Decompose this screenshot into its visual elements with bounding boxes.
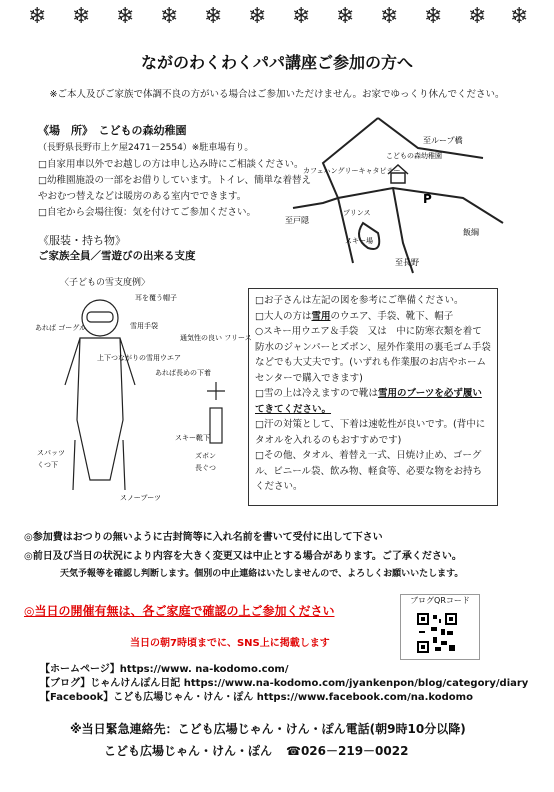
kid-label: あれば長めの下着: [155, 369, 211, 377]
snowflake-icon: ❄: [380, 4, 399, 29]
kid-label: 上下つながりの雪用ウエア: [97, 354, 181, 362]
kid-label: 雪用手袋: [130, 322, 158, 330]
clothing-heading: 《服装・持ち物》: [38, 234, 126, 247]
map-label-iizuna: 飯綱: [463, 228, 479, 237]
contact-name: こども広場じゃん・けん・ぽん: [104, 744, 273, 758]
checklist-item: □その他、タオル、着替え一式、日焼け止め、ゴーグル、ビニール袋、飲み物、軽食等、必要な物をお持ちください。: [255, 450, 483, 492]
checklist-item: □汗の対策として、下着は速乾性が良いです。(背中にタオルを入れるのもおすすめです): [255, 419, 486, 446]
snowflake-icon: ❄: [336, 4, 355, 29]
map-label-parking: P: [423, 192, 432, 206]
event-status-alert: ◎当日の開催有無は、各ご家庭で確認の上ご参加ください: [24, 604, 335, 618]
kid-label: 通気性の良い フリース: [180, 334, 252, 342]
blog-link[interactable]: 【ブログ】じゃんけんぽん日記 https://www.na-kodomo.com/jyankenpon/blog/category/diary: [40, 678, 529, 689]
emergency-contact: ※当日緊急連絡先：こども広場じゃん・けん・ぽん電話(朝9時10分以降): [70, 722, 466, 736]
homepage-link[interactable]: 【ホームページ】https://www. na-kodomo.com/: [40, 664, 289, 675]
page-title: ながのわくわくパパ講座ご参加の方へ: [140, 53, 413, 72]
snowflake-icon: ❄: [116, 4, 135, 29]
checklist-item: □雪の上は冷えますので靴は雪用のブーツを必ず履いてきてください。: [255, 388, 482, 415]
fee-note: ◎参加費はおつりの無いように古封筒等に入れ名前を書いて受付に出して下さい: [24, 532, 383, 543]
clothing-sub: ご家族全員／雪遊びの出来る支度: [38, 250, 196, 262]
sns-notice: 当日の朝7時頃までに、SNS上に掲載します: [130, 638, 330, 649]
map-label-kindergarten: こどもの森幼稚園: [386, 152, 442, 160]
kid-label: スパッツ: [37, 449, 65, 457]
health-notice: ※ご本人及びご家族で体調不良の方がいる場合はご参加いただけません。お家でゆっくり休んでください。: [49, 89, 505, 100]
kid-snow-outfit-illustration: [35, 290, 252, 510]
venue-item: □自家用車以外でお越しの方は申し込み時にご相談ください。: [38, 159, 304, 170]
checklist-item: □大人の方は雪用のウエア、手袋、靴下、帽子: [255, 310, 454, 322]
weather-note: 天気予報等を確認し判断します。個別の中止連絡はいたしませんので、よろしくお願いいたします。: [60, 569, 464, 579]
map-label-sky: スキー場: [345, 237, 373, 245]
kid-figure-caption: 〈子どもの雪支度例〉: [60, 278, 151, 288]
kid-label: ズボン: [195, 452, 216, 460]
snowflake-icon: ❄: [28, 4, 47, 29]
map-label-shiogawa: 至戸隠: [285, 216, 309, 225]
snowflake-icon: ❄: [424, 4, 443, 29]
qr-label: ブログQRコード: [410, 596, 470, 605]
venue-item: □自宅から会場往復：気を付けてご参加ください。: [38, 207, 256, 218]
map-label-prince: プリンス: [343, 209, 371, 217]
qr-box: [400, 594, 480, 660]
checklist-box: [248, 288, 498, 506]
kid-label: あれば ゴーグル: [35, 324, 87, 332]
venue-item: □幼稚園施設の一部をお借りしています。トイレ、簡単な着替え: [38, 175, 311, 186]
facebook-link[interactable]: 【Facebook】こども広場じゃん・けん・ぽん https://www.facebook.com/na.kodomo: [40, 692, 473, 703]
checklist-item: ○スキー用ウエア＆手袋 又は 中に防寒衣類を着て防水のジャンパーとズボン、屋外作業用の裏毛ゴム手袋などでも大丈夫です。(いずれも作業服のお店やホームセンターで購入できます): [255, 326, 491, 384]
qr-code-icon[interactable]: [417, 613, 457, 653]
kid-label: くつ下: [37, 461, 58, 469]
kid-label: 耳を覆う帽子: [135, 294, 177, 302]
snowflake-icon: ❄: [510, 4, 529, 29]
kid-label: スノーブーツ: [120, 494, 161, 502]
venue-item: やおむつ替えなどは暖房のある室内でできます。: [38, 191, 247, 202]
contact-phone[interactable]: ☎026－219－0022: [286, 744, 409, 758]
change-note: ◎前日及び当日の状況により内容を大きく変更又は中止とする場合があります。ご了承ください。: [24, 551, 462, 562]
map-label-north: 至ループ橋: [423, 136, 463, 145]
snowflake-icon: ❄: [72, 4, 91, 29]
kid-label: スキー靴下: [175, 434, 210, 442]
snowflake-icon: ❄: [160, 4, 179, 29]
kid-label: 長ぐつ: [195, 464, 216, 472]
snowflake-icon: ❄: [292, 4, 311, 29]
snowflake-icon: ❄: [248, 4, 267, 29]
map-label-cafe: カフェハングリーキャタピラー: [303, 167, 401, 175]
snowflake-icon: ❄: [204, 4, 223, 29]
access-map: [283, 103, 519, 281]
venue-address: （長野県長野市上ケ屋2471－2554）※駐車場有り。: [38, 143, 254, 153]
map-label-south: 至長野: [395, 258, 419, 267]
snowflake-icon: ❄: [468, 4, 487, 29]
venue-heading: 《場 所》 こどもの森幼稚園: [38, 124, 187, 137]
checklist-item: □お子さんは左記の図を参考にご準備ください。: [255, 295, 464, 306]
